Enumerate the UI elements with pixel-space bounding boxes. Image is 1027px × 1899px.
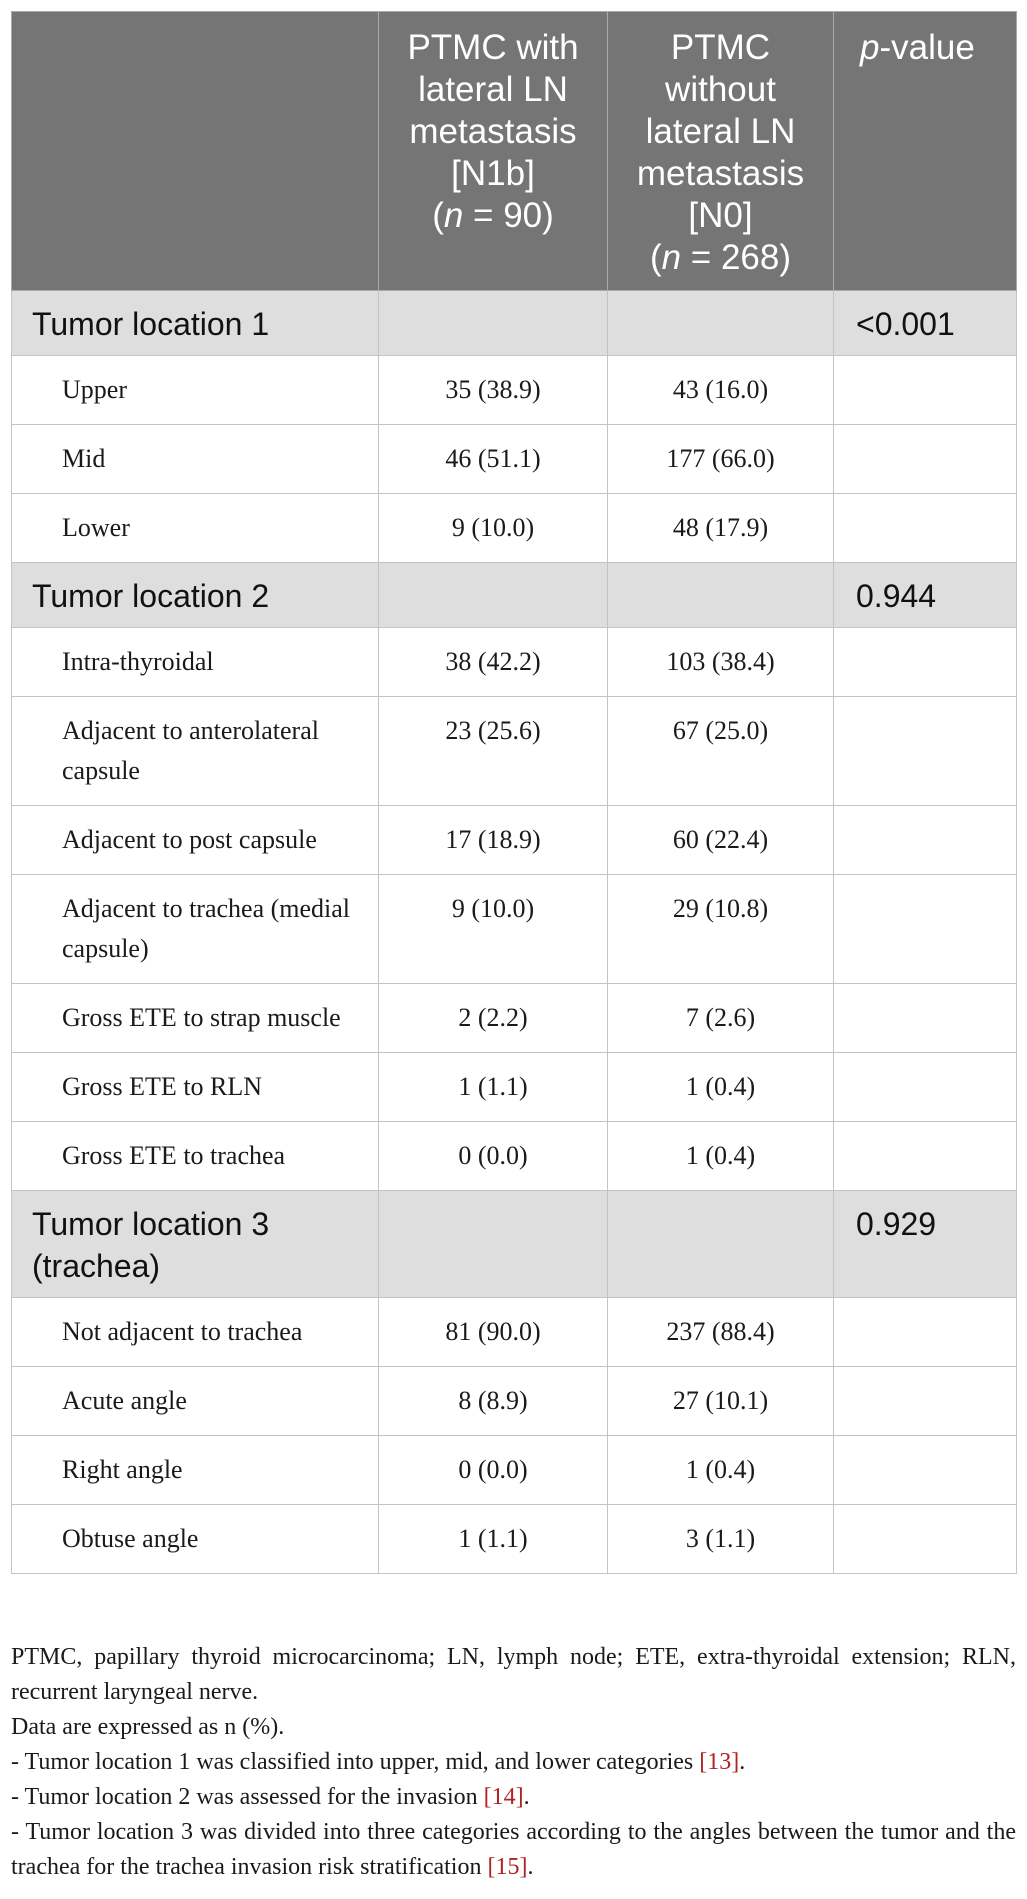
row-label: Not adjacent to trachea [12,1298,379,1367]
row-label: Gross ETE to RLN [12,1053,379,1122]
citation-link-13[interactable]: [13] [699,1749,740,1775]
row-label: Upper [12,356,379,425]
table-row [12,1298,1017,1367]
n1b-value: 2 (2.2) [379,984,608,1053]
n0-value: 43 (16.0) [608,356,834,425]
n1b-value: 35 (38.9) [379,356,608,425]
row-label: Lower [12,494,379,563]
n1b-value: 9 (10.0) [379,875,608,984]
n0-value: 48 (17.9) [608,494,834,563]
section-p-value: 0.929 [834,1191,1017,1298]
header-n1b: PTMC with lateral LN metastasis [N1b] (n = 90) [379,12,608,291]
header-p-value: p-value [834,12,1017,291]
table-row [12,1122,1017,1191]
table-row [12,1505,1017,1574]
section-p-value: <0.001 [834,291,1017,356]
table-row [12,425,1017,494]
section-label: Tumor location 3 (trachea) [12,1191,379,1298]
row-label: Gross ETE to strap muscle [12,984,379,1053]
n0-value: 60 (22.4) [608,806,834,875]
citation-link-15[interactable]: [15] [487,1854,528,1880]
footnote-data-note: Data are expressed as n (%). [11,1714,285,1740]
n0-value: 1 (0.4) [608,1122,834,1191]
table-row [12,806,1017,875]
n0-value: 1 (0.4) [608,1436,834,1505]
header-empty-cell [12,12,379,291]
row-label: Mid [12,425,379,494]
section-label: Tumor location 2 [12,563,379,628]
section-label: Tumor location 1 [12,291,379,356]
section-row-tumor-location-2 [12,563,1017,628]
n1b-value: 81 (90.0) [379,1298,608,1367]
section-row-tumor-location-1 [12,291,1017,356]
citation-link-14[interactable]: [14] [483,1784,524,1810]
footnote-abbreviations: PTMC, papillary thyroid microcarcinoma; LN, lymph node; ETE, extra-thyroidal extension; RLN, recurrent laryngeal nerve. [11,1644,1016,1705]
row-label: Adjacent to trachea (medial capsule) [12,875,379,984]
n1b-value: 8 (8.9) [379,1367,608,1436]
table-footnotes [11,1640,1016,1885]
n0-value: 1 (0.4) [608,1053,834,1122]
header-n0: PTMC without lateral LN metastasis [N0] (n = 268) [608,12,834,291]
row-label: Adjacent to anterolateral capsule [12,697,379,806]
n1b-value: 17 (18.9) [379,806,608,875]
row-label: Right angle [12,1436,379,1505]
table-row [12,875,1017,984]
n0-value: 7 (2.6) [608,984,834,1053]
n0-value: 29 (10.8) [608,875,834,984]
footnote-location-3: - Tumor location 3 was divided into three categories according to the angles between the tumor and the trachea for the trachea invasion risk stratification [15]. [11,1819,1016,1880]
n0-value: 103 (38.4) [608,628,834,697]
n1b-value: 1 (1.1) [379,1505,608,1574]
table-row [12,1367,1017,1436]
n0-value: 27 (10.1) [608,1367,834,1436]
n1b-value: 9 (10.0) [379,494,608,563]
n1b-value: 23 (25.6) [379,697,608,806]
table-row [12,628,1017,697]
section-row-tumor-location-3 [12,1191,1017,1298]
table-row [12,356,1017,425]
n0-value: 67 (25.0) [608,697,834,806]
footnote-location-1: - Tumor location 1 was classified into upper, mid, and lower categories [13]. [11,1749,746,1775]
row-label: Intra-thyroidal [12,628,379,697]
n1b-value: 1 (1.1) [379,1053,608,1122]
row-label: Gross ETE to trachea [12,1122,379,1191]
row-label: Acute angle [12,1367,379,1436]
tumor-location-table [11,11,1017,1574]
n1b-value: 46 (51.1) [379,425,608,494]
table-row [12,1436,1017,1505]
table-row [12,697,1017,806]
table-header-row [12,12,1017,291]
n0-value: 177 (66.0) [608,425,834,494]
row-label: Obtuse angle [12,1505,379,1574]
footnote-location-2: - Tumor location 2 was assessed for the invasion [14]. [11,1784,530,1810]
n0-value: 3 (1.1) [608,1505,834,1574]
n1b-value: 0 (0.0) [379,1436,608,1505]
table-row [12,494,1017,563]
n0-value: 237 (88.4) [608,1298,834,1367]
table-row [12,1053,1017,1122]
section-p-value: 0.944 [834,563,1017,628]
n1b-value: 38 (42.2) [379,628,608,697]
n1b-value: 0 (0.0) [379,1122,608,1191]
data-table-container [11,11,1016,1574]
row-label: Adjacent to post capsule [12,806,379,875]
table-row [12,984,1017,1053]
